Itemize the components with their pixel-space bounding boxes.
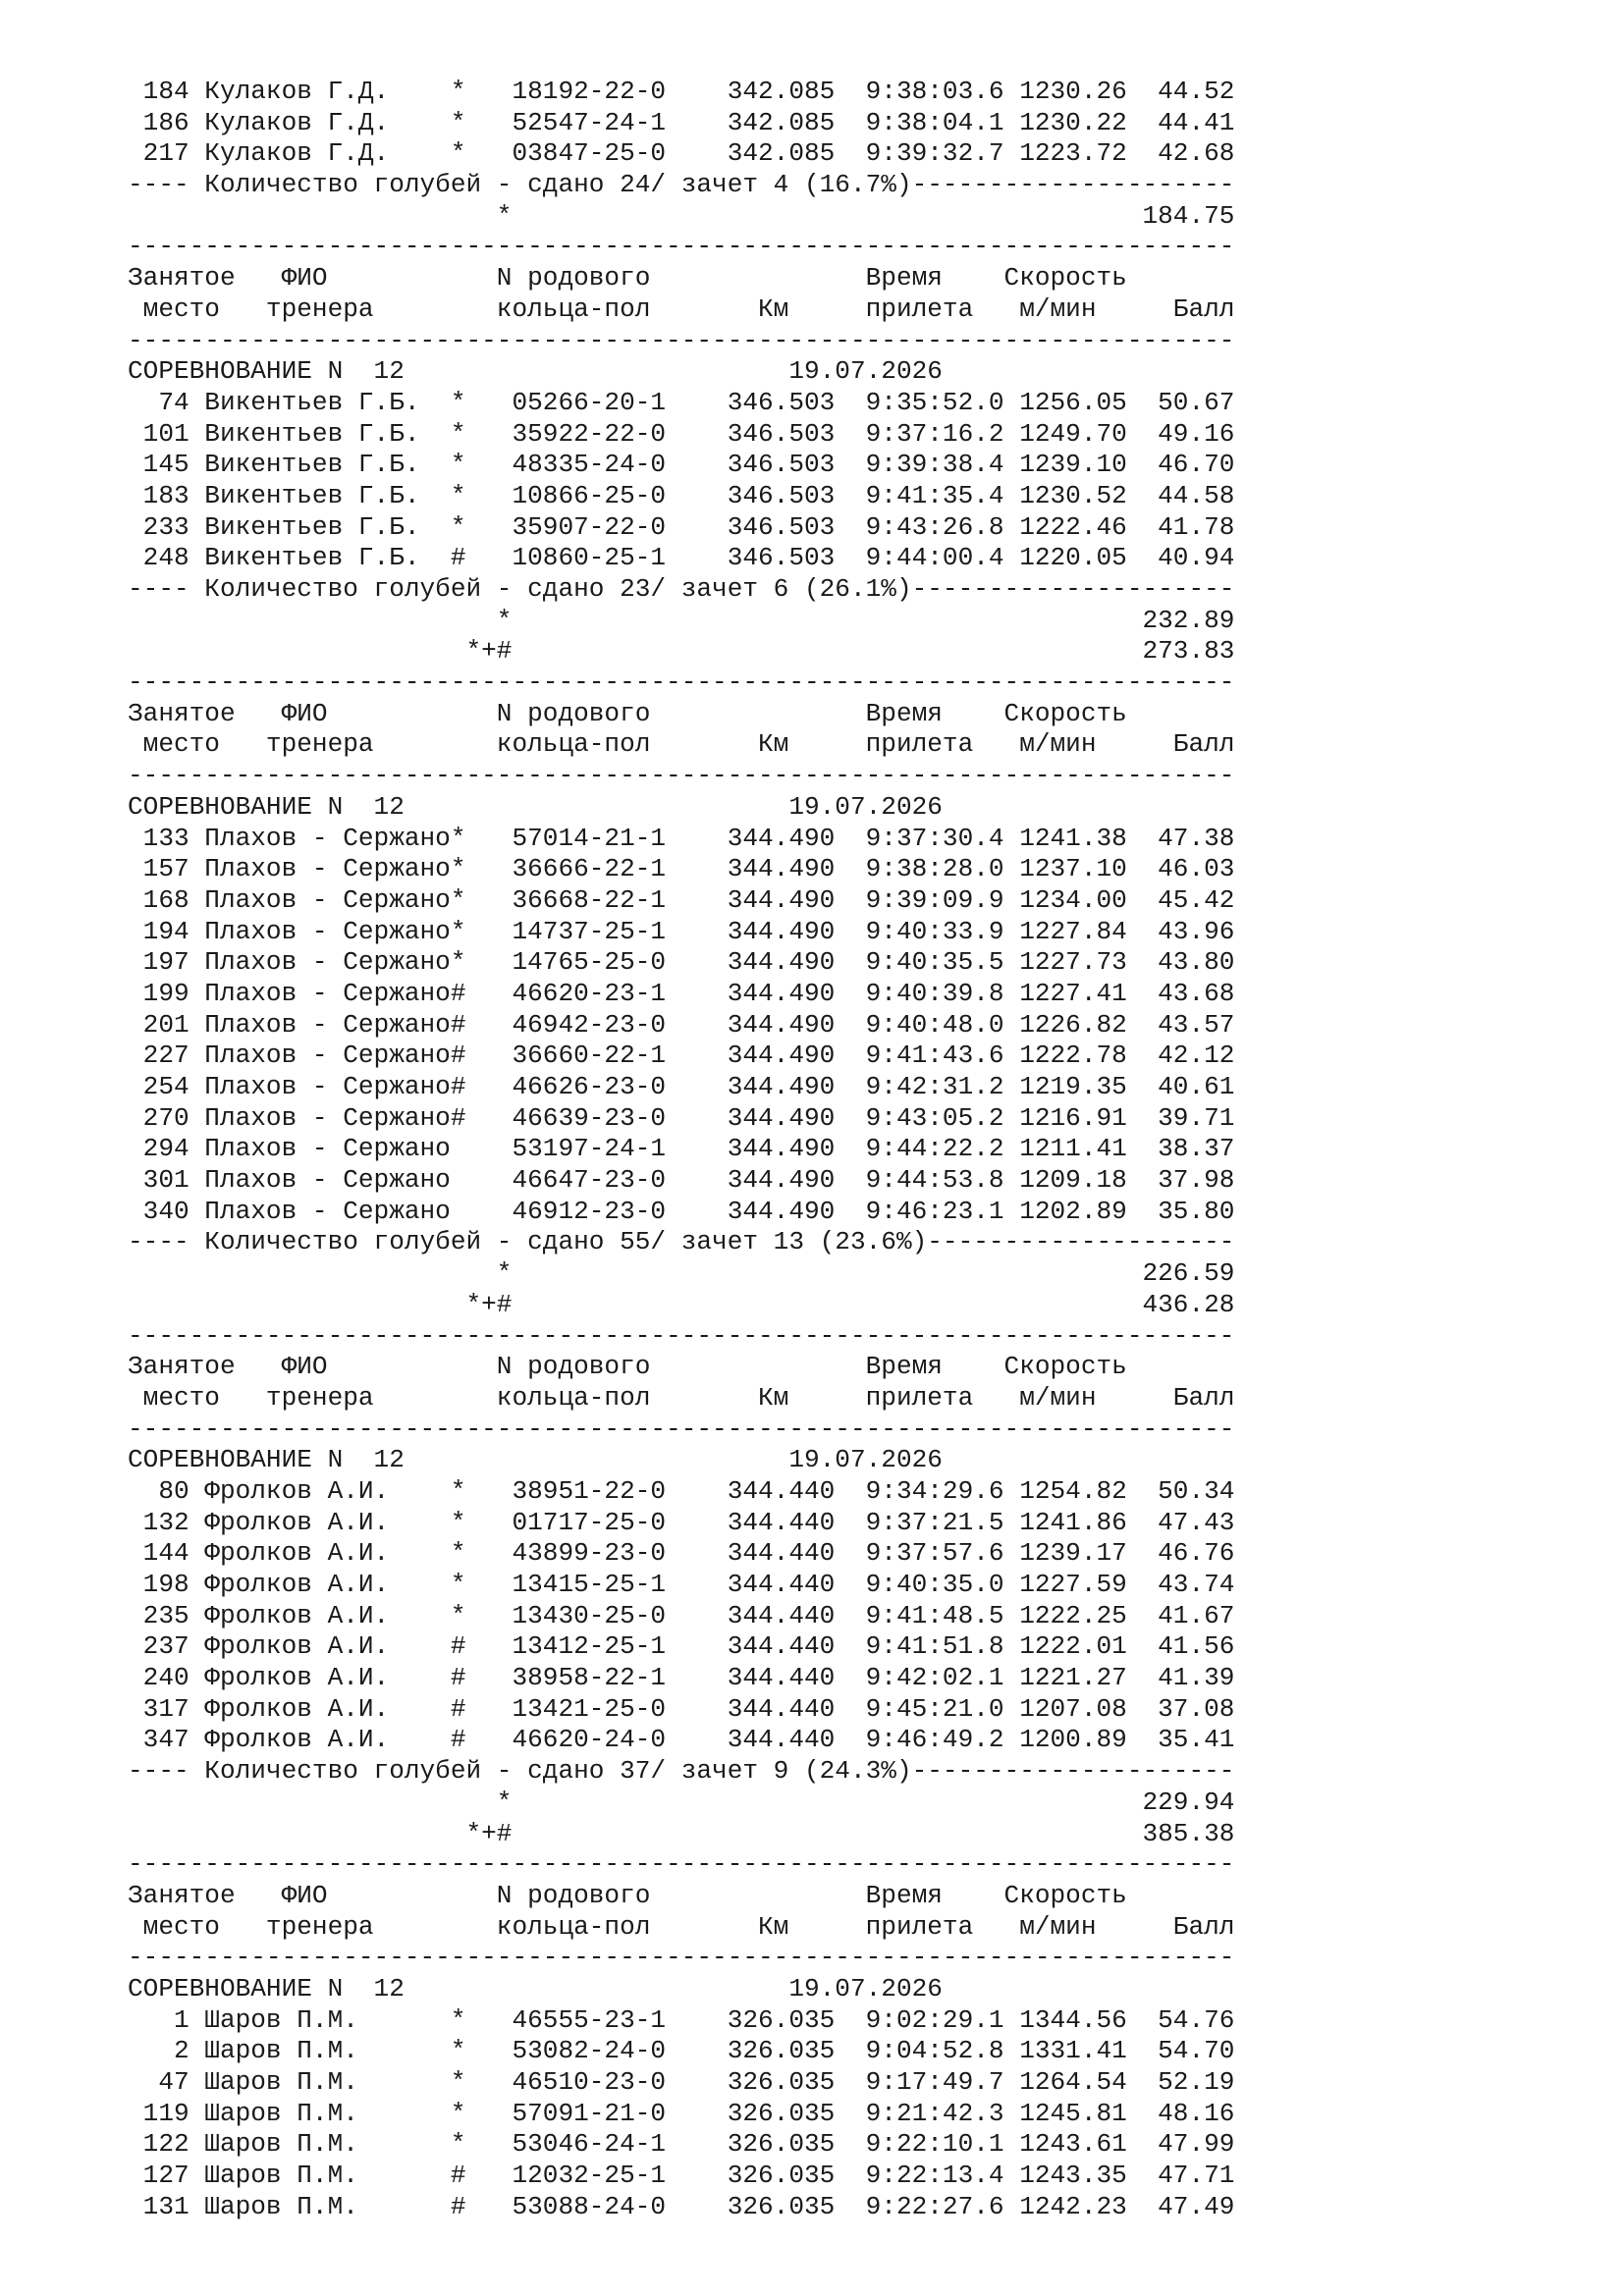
result-row: 74 Викентьев Г.Б. * 05266-20-1 346.503 9:35:52.0 1256.05 50.67 [128,387,1235,417]
points-total-combined: *+# 273.83 [128,636,1235,667]
points-total-combined: *+# 385.38 [128,1818,1235,1848]
column-header-row-2: место тренера кольца-пол Км прилета м/мин Балл [128,1382,1235,1413]
result-row: 270 Плахов - Сержано# 46639-23-0 344.490 9:43:05.2 1216.91 39.71 [128,1102,1235,1133]
separator-line: ------------------------------------------------------------------------ [128,1320,1235,1351]
result-row: 294 Плахов - Сержано 53197-24-1 344.490 9:44:22.2 1211.41 38.37 [128,1134,1235,1164]
result-row: 235 Фролков А.И. * 13430-25-0 344.440 9:41:48.5 1222.25 41.67 [128,1600,1235,1630]
result-row: 201 Плахов - Сержано# 46942-23-0 344.490 9:40:48.0 1226.82 43.57 [128,1009,1235,1040]
column-header-row-2: место тренера кольца-пол Км прилета м/мин Балл [128,729,1235,760]
result-row: 198 Фролков А.И. * 13415-25-1 344.440 9:40:35.0 1227.59 43.74 [128,1570,1235,1599]
result-row: 340 Плахов - Сержано 46912-23-0 344.490 9:46:23.1 1202.89 35.80 [128,1196,1235,1226]
result-row: 80 Фролков А.И. * 38951-22-0 344.440 9:34:29.6 1254.82 50.34 [128,1475,1235,1506]
competition-heading: СОРЕВНОВАНИЕ N 12 19.07.2026 [128,1445,943,1475]
result-row: 133 Плахов - Сержано* 57014-21-1 344.490 9:37:30.4 1241.38 47.38 [128,823,1235,853]
column-header-row-1: Занятое ФИО N родового Время Скорость [128,698,1127,728]
result-row: 240 Фролков А.И. # 38958-22-1 344.440 9:42:02.1 1221.27 41.39 [128,1663,1235,1693]
result-row: 157 Плахов - Сержано* 36666-22-1 344.490 9:38:28.0 1237.10 46.03 [128,854,1235,884]
separator-line: ------------------------------------------------------------------------ [128,232,1235,262]
competition-heading: СОРЕВНОВАНИЕ N 12 19.07.2026 [128,1973,943,2003]
column-header-row-2: место тренера кольца-пол Км прилета м/мин Балл [128,1911,1235,1942]
column-header-row-1: Занятое ФИО N родового Время Скорость [128,1352,1127,1382]
result-row: 347 Фролков А.И. # 46620-24-0 344.440 9:46:49.2 1200.89 35.41 [128,1725,1235,1755]
separator-line: ------------------------------------------------------------------------ [128,1849,1235,1880]
result-row: 144 Фролков А.И. * 43899-23-0 344.440 9:37:57.6 1239.17 46.76 [128,1538,1235,1569]
pigeon-count-summary: ---- Количество голубей - сдано 24/ зачет 4 (16.7%)--------------------- [128,170,1235,200]
points-total-combined: *+# 436.28 [128,1289,1235,1319]
result-row: 197 Плахов - Сержано* 14765-25-0 344.490 9:40:35.5 1227.73 43.80 [128,947,1235,978]
result-row: 301 Плахов - Сержано 46647-23-0 344.490 9:44:53.8 1209.18 37.98 [128,1165,1235,1196]
points-total: * 229.94 [128,1787,1235,1817]
competition-heading: СОРЕВНОВАНИЕ N 12 19.07.2026 [128,791,943,822]
result-row: 168 Плахов - Сержано* 36668-22-1 344.490 9:39:09.9 1234.00 45.42 [128,884,1235,915]
result-row: 119 Шаров П.М. * 57091-21-0 326.035 9:21:42.3 1245.81 48.16 [128,2098,1235,2128]
result-row: 131 Шаров П.М. # 53088-24-0 326.035 9:22:27.6 1242.23 47.49 [128,2191,1235,2221]
separator-line: ------------------------------------------------------------------------ [128,325,1235,355]
pigeon-count-summary: ---- Количество голубей - сдано 55/ зачет 13 (23.6%)-------------------- [128,1227,1235,1257]
pigeon-count-summary: ---- Количество голубей - сдано 23/ зачет 6 (26.1%)--------------------- [128,574,1235,604]
column-header-row-2: место тренера кольца-пол Км прилета м/мин Балл [128,294,1235,324]
pigeon-count-summary: ---- Количество голубей - сдано 37/ зачет 9 (24.3%)--------------------- [128,1756,1235,1787]
result-row: 186 Кулаков Г.Д. * 52547-24-1 342.085 9:38:04.1 1230.22 44.41 [128,107,1235,137]
points-total: * 226.59 [128,1258,1235,1289]
result-row: 217 Кулаков Г.Д. * 03847-25-0 342.085 9:39:32.7 1223.72 42.68 [128,138,1235,169]
result-row: 132 Фролков А.И. * 01717-25-0 344.440 9:37:21.5 1241.86 47.43 [128,1507,1235,1537]
results-printout [128,77,1542,2222]
points-total: * 232.89 [128,605,1235,635]
result-row: 47 Шаров П.М. * 46510-23-0 326.035 9:17:49.7 1264.54 52.19 [128,2067,1235,2097]
result-row: 233 Викентьев Г.Б. * 35907-22-0 346.503 9:43:26.8 1222.46 41.78 [128,511,1235,542]
separator-line: ------------------------------------------------------------------------ [128,1943,1235,1973]
result-row: 227 Плахов - Сержано# 36660-22-1 344.490 9:41:43.6 1222.78 42.12 [128,1041,1235,1071]
separator-line: ------------------------------------------------------------------------ [128,1414,1235,1444]
result-row: 248 Викентьев Г.Б. # 10860-25-1 346.503 9:44:00.4 1220.05 40.94 [128,543,1235,573]
separator-line: ------------------------------------------------------------------------ [128,667,1235,698]
column-header-row-1: Занятое ФИО N родового Время Скорость [128,1880,1127,1910]
result-row: 145 Викентьев Г.Б. * 48335-24-0 346.503 9:39:38.4 1239.10 46.70 [128,450,1235,480]
points-total: * 184.75 [128,200,1235,231]
result-row: 183 Викентьев Г.Б. * 10866-25-0 346.503 9:41:35.4 1230.52 44.58 [128,480,1235,510]
result-row: 1 Шаров П.М. * 46555-23-1 326.035 9:02:29.1 1344.56 54.76 [128,2004,1235,2035]
competition-heading: СОРЕВНОВАНИЕ N 12 19.07.2026 [128,356,943,387]
result-row: 122 Шаров П.М. * 53046-24-1 326.035 9:22:10.1 1243.61 47.99 [128,2129,1235,2160]
result-row: 237 Фролков А.И. # 13412-25-1 344.440 9:41:51.8 1222.01 41.56 [128,1631,1235,1662]
result-row: 101 Викентьев Г.Б. * 35922-22-0 346.503 9:37:16.2 1249.70 49.16 [128,418,1235,449]
result-row: 194 Плахов - Сержано* 14737-25-1 344.490 9:40:33.9 1227.84 43.96 [128,916,1235,946]
result-row: 184 Кулаков Г.Д. * 18192-22-0 342.085 9:38:03.6 1230.26 44.52 [128,77,1235,106]
result-row: 199 Плахов - Сержано# 46620-23-1 344.490 9:40:39.8 1227.41 43.68 [128,978,1235,1008]
result-row: 254 Плахов - Сержано# 46626-23-0 344.490 9:42:31.2 1219.35 40.61 [128,1072,1235,1101]
result-row: 2 Шаров П.М. * 53082-24-0 326.035 9:04:52.8 1331.41 54.70 [128,2036,1235,2066]
result-row: 317 Фролков А.И. # 13421-25-0 344.440 9:45:21.0 1207.08 37.08 [128,1693,1235,1724]
separator-line: ------------------------------------------------------------------------ [128,761,1235,791]
column-header-row-1: Занятое ФИО N родового Время Скорость [128,263,1127,294]
result-row: 127 Шаров П.М. # 12032-25-1 326.035 9:22:13.4 1243.35 47.71 [128,2161,1235,2191]
